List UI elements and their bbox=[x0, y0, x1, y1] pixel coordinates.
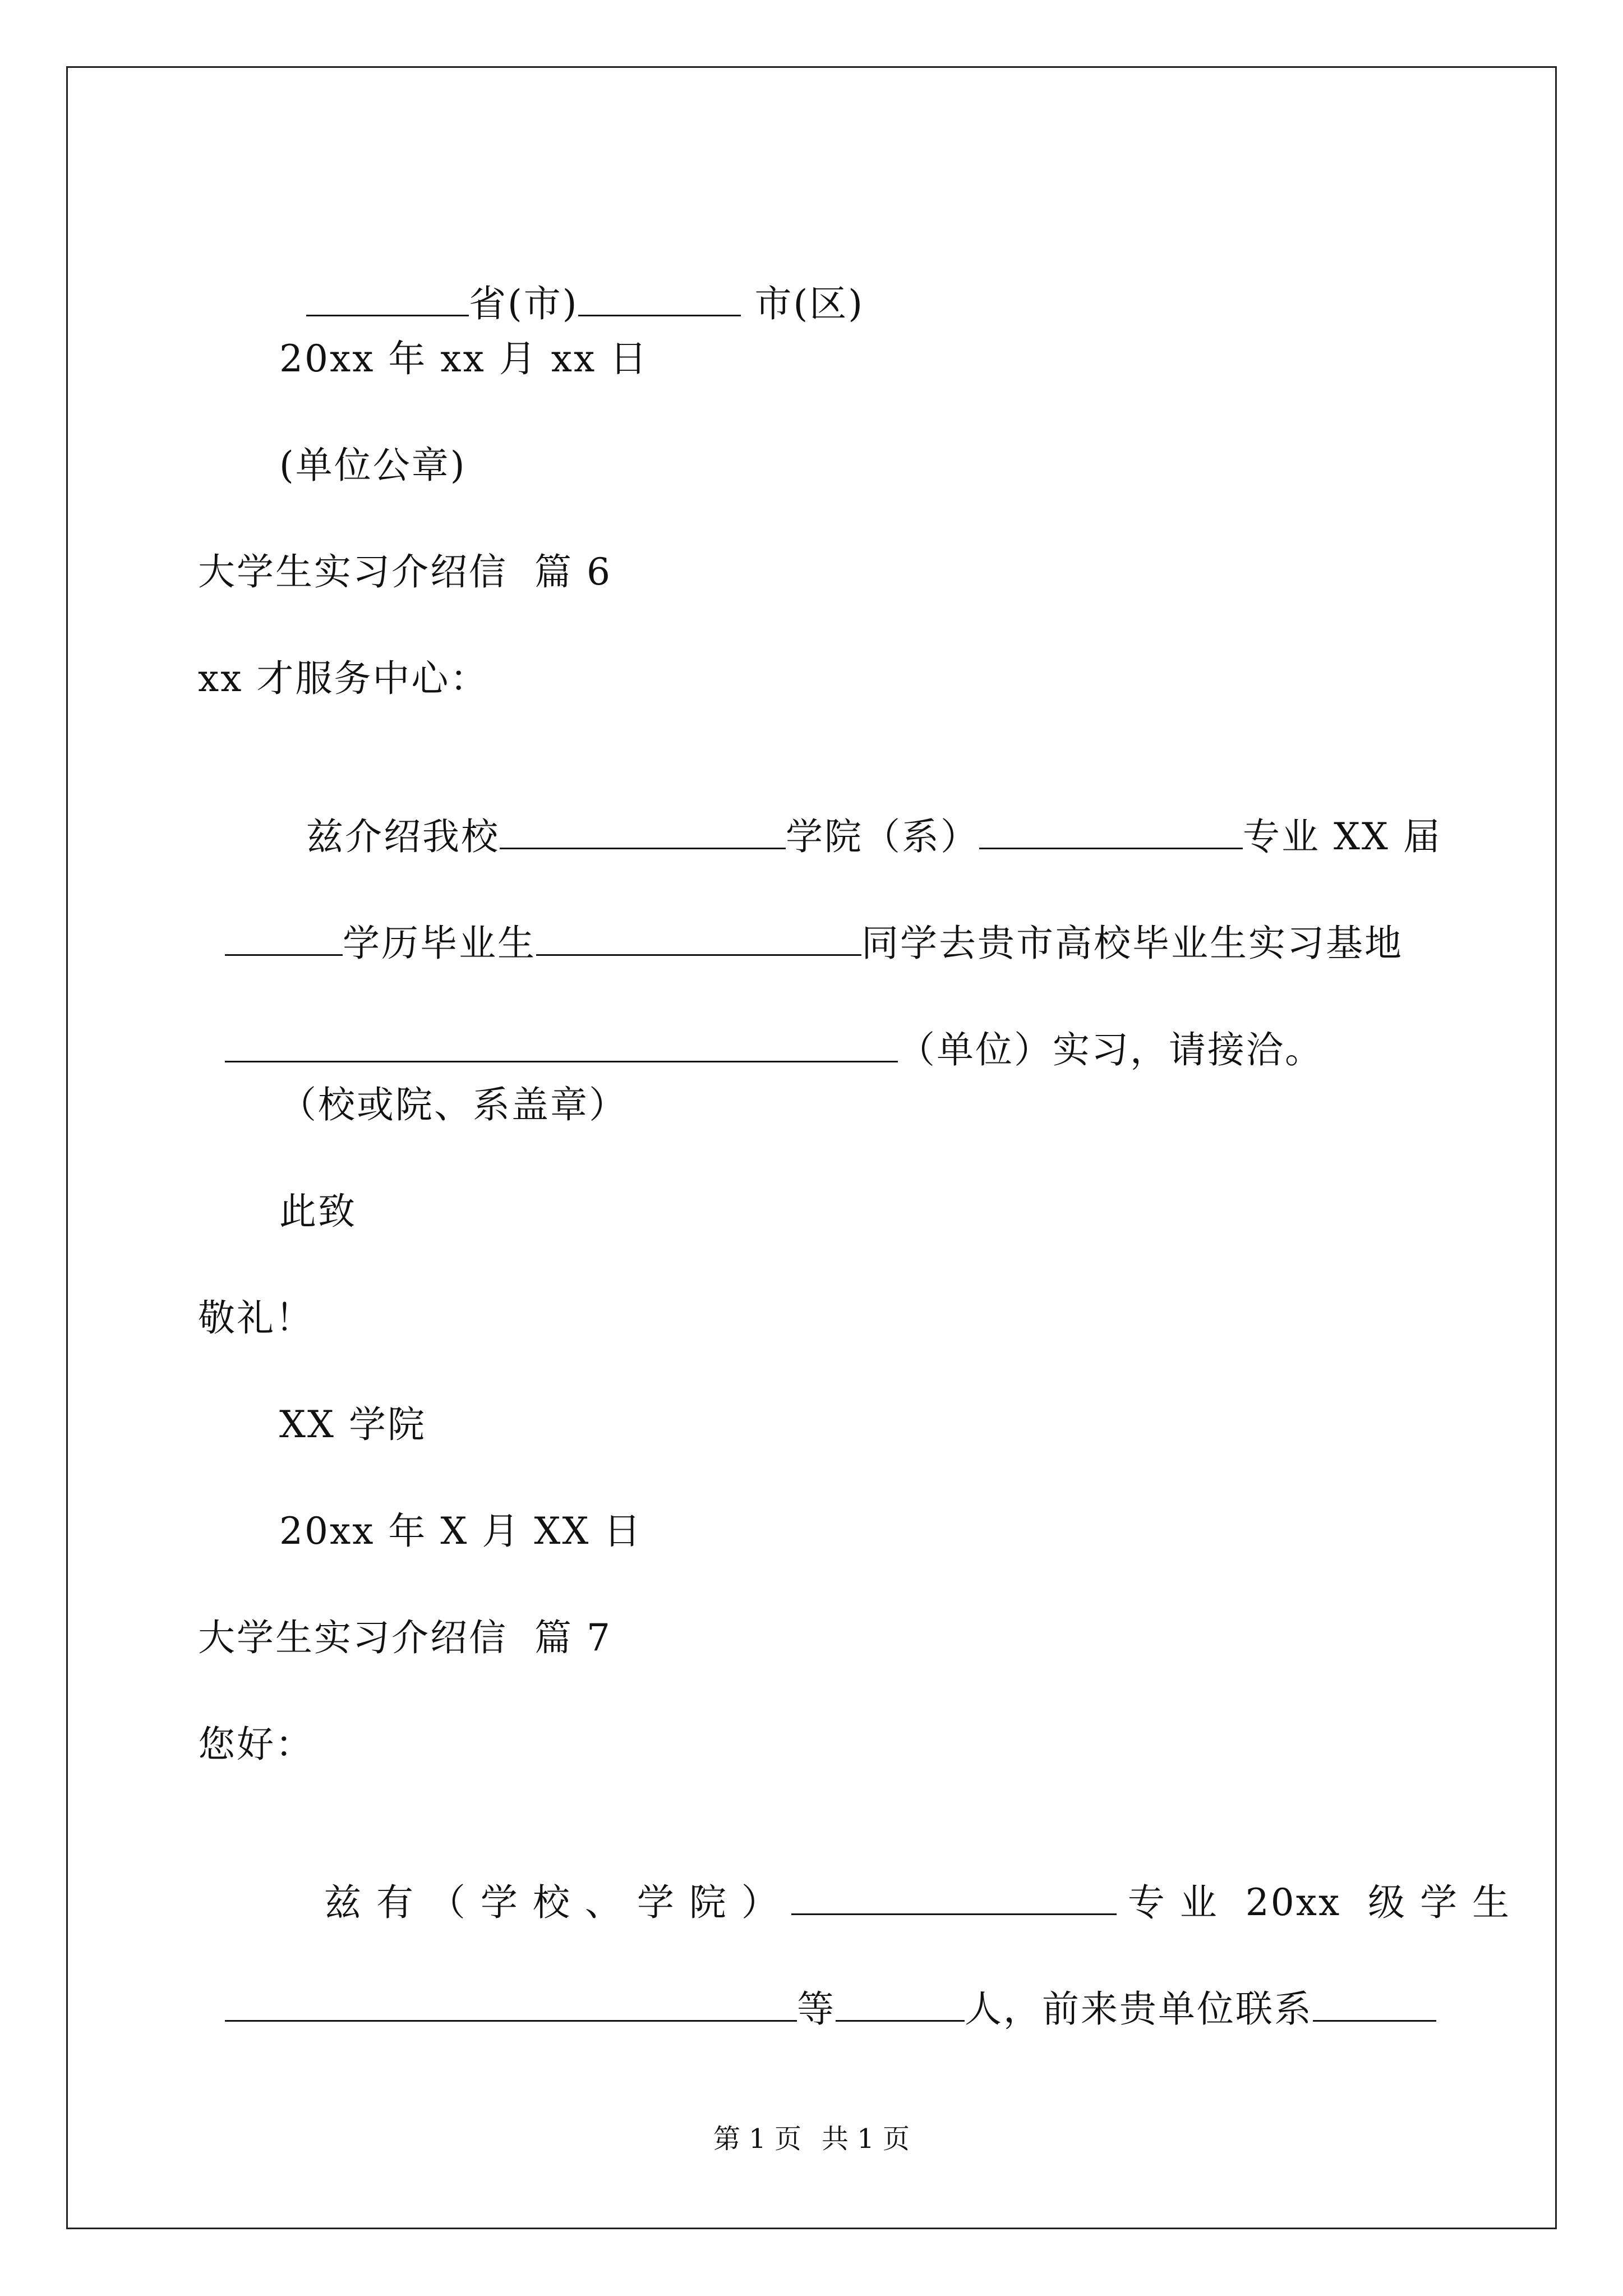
school-text: 兹 有 （ 学 校 、 学 院 ） bbox=[324, 1881, 780, 1924]
blank-underline bbox=[225, 1024, 898, 1062]
degree-text: 学历毕业生 bbox=[342, 922, 536, 965]
intro-line bbox=[279, 760, 1442, 858]
section-title-7: 大学生实习介绍信 篇 7 bbox=[198, 1616, 612, 1659]
blank-underline bbox=[306, 278, 469, 316]
blank-underline bbox=[225, 917, 343, 956]
major-text: 专业 XX 届 bbox=[1242, 815, 1442, 858]
stamp-note: （校或院、系盖章） bbox=[279, 1083, 628, 1126]
closing: 此致 bbox=[279, 1190, 357, 1233]
unit-line bbox=[198, 973, 1324, 1071]
grade-text: 专 业 20xx 级 学 生 bbox=[1127, 1881, 1511, 1924]
district-label: 市(区) bbox=[741, 282, 864, 325]
degree-line bbox=[198, 867, 1403, 965]
blank-underline bbox=[225, 1983, 797, 2022]
date-line: 20xx 年 xx 月 xx 日 bbox=[279, 337, 649, 380]
college-text: 学院（系） bbox=[785, 815, 979, 858]
unit-text: （单位）实习，请接洽。 bbox=[897, 1028, 1324, 1071]
blank-underline bbox=[836, 1983, 965, 2022]
blank-underline bbox=[979, 811, 1243, 849]
seal-note: (单位公章) bbox=[279, 444, 467, 487]
blank-underline bbox=[500, 811, 786, 849]
province-label: 省(市) bbox=[468, 282, 579, 325]
count-label: 等 bbox=[796, 1987, 836, 2031]
blank-underline bbox=[536, 917, 861, 956]
school-line bbox=[297, 1826, 1511, 1924]
signature-date: 20xx 年 X 月 XX 日 bbox=[279, 1510, 643, 1553]
page-number: 第 1 页 bbox=[713, 2123, 801, 2155]
page-total: 共 1 页 bbox=[822, 2123, 910, 2155]
student-line bbox=[198, 1932, 1436, 2031]
blank-underline bbox=[1313, 1983, 1436, 2022]
page-footer bbox=[0, 2122, 1623, 2156]
contact-text: 人，前来贵单位联系 bbox=[964, 1987, 1313, 2031]
blank-underline bbox=[791, 1876, 1117, 1915]
province-city-line bbox=[279, 227, 864, 325]
recipient: xx 才服务中心： bbox=[198, 657, 489, 700]
section-title-6: 大学生实习介绍信 篇 6 bbox=[198, 550, 612, 593]
signature-college: XX 学院 bbox=[279, 1403, 426, 1446]
base-text: 同学去贵市高校毕业生实习基地 bbox=[861, 922, 1403, 965]
blank-underline bbox=[578, 278, 741, 316]
intro-text: 兹介绍我校 bbox=[306, 815, 500, 858]
salutation: 敬礼！ bbox=[198, 1296, 314, 1340]
greeting: 您好： bbox=[198, 1723, 314, 1766]
